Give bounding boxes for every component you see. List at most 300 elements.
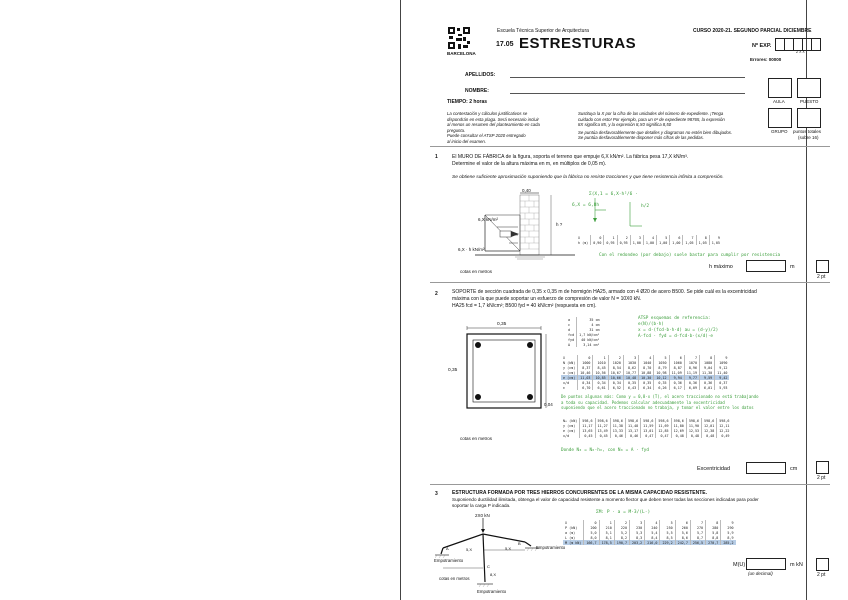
q2-main-table-cell: 9,42	[715, 375, 730, 380]
q1-points-box[interactable]	[816, 260, 829, 273]
q3-dim-2: 5,X	[505, 546, 512, 551]
q3-text-2: Suponiendo ductilidad ilimitada, obtenga el valor de capacidad resistente a momento flector que deben tener todas las secciones indicadas para poder	[452, 497, 759, 502]
q2-cotas: cotas en metros	[460, 436, 493, 441]
q3-dim-3: 8,X	[490, 572, 497, 577]
q2-small-table-cell: d	[568, 327, 571, 332]
q2-main-table-cell: 4	[639, 355, 654, 360]
course-name: ESTRESTURAS	[519, 35, 637, 52]
q2-main-table-cell: e (cm)	[561, 375, 578, 380]
q1-table-cell: 3	[630, 235, 643, 240]
q3-table-cell: 9	[721, 520, 736, 525]
q1-results-table	[576, 235, 722, 245]
q2-main-table-cell: 10,85	[593, 375, 608, 380]
q2-dim-cover: 0,04	[544, 402, 553, 407]
page-left-border	[400, 0, 401, 600]
q1-text-1: El MURO DE FÁBRICA de la figura, soporta el terreno que empuje 6,X kN/m². La fábrica pesa 17,X kN/m³.	[452, 154, 689, 160]
q2-main-table-row	[561, 385, 729, 390]
q2-second-table-cell: 598,6	[595, 418, 610, 423]
divider-1	[430, 146, 830, 147]
q2-main-table-cell: 10,66	[608, 375, 623, 380]
q2-second-table-cell: 11,80	[671, 423, 686, 428]
q3-table-cell: M (m kN)	[563, 540, 584, 545]
q2-second-table-cell: 598,6	[610, 418, 625, 423]
q2-second-table-cell: 598,6	[580, 418, 595, 423]
q1-table-cell: 4	[643, 235, 656, 240]
q3-results-table	[563, 520, 736, 545]
q3-table-cell: 8,3	[630, 535, 645, 540]
q3-table-cell: 5,2	[614, 530, 629, 535]
q1-table-cell: X	[578, 235, 581, 240]
q1-text-2: Determine el valor de la altura máxima en m, en múltiplos de 0,05 m).	[452, 161, 607, 167]
q2-second-table-cell: 13,01	[641, 428, 656, 433]
q2-main-table-cell: 11,19	[684, 370, 699, 375]
q2-main-table-cell: X	[563, 355, 566, 360]
q3-table-cell: 8,8	[706, 535, 721, 540]
q1-table-cell: h (m)	[578, 240, 589, 245]
q3-answer-label: M(U)	[733, 562, 746, 568]
q2-main-table-cell: y (cm)	[563, 365, 576, 370]
q2-second-table-cell: 0,49	[717, 433, 732, 438]
q3-support-3: Empotramiento	[477, 589, 507, 594]
q3-table-cell: 178,5	[599, 540, 614, 545]
q2-small-table-row	[566, 342, 602, 347]
q2-answer-field[interactable]	[746, 462, 786, 474]
q1-table-cell: 1,05	[709, 240, 722, 245]
q2-second-table-cell: 12,01	[702, 423, 717, 428]
q2-main-table-cell: 10,67	[608, 370, 623, 375]
q2-second-table	[561, 418, 731, 438]
puesto-box[interactable]	[797, 78, 821, 98]
q2-second-table-cell: N₀ (kN)	[563, 418, 578, 423]
apellidos-label: APELLIDOS:	[465, 72, 496, 78]
q1-answer-field[interactable]	[746, 260, 786, 272]
tiempo-label: TIEMPO: 2 horas	[447, 99, 488, 105]
q2-main-table-cell: 1090	[715, 360, 730, 365]
q2-main-table-cell: 8,70	[639, 365, 654, 370]
q1-table-cell: 1,00	[670, 240, 683, 245]
q2-second-table-cell: 11,59	[641, 423, 656, 428]
q3-table-cell: X	[565, 520, 568, 525]
q2-dim-height: 0,35	[448, 368, 458, 373]
q2-small-table-cell: 31 cm	[577, 327, 602, 332]
q2-main-table-cell: 10,48	[623, 375, 638, 380]
q1-note: Se obtiene suficiente aproximación suponiendo que la fábrica no resiste tracciones y que tiene resistencia infinita a compresión.	[452, 175, 724, 180]
q1-table-cell: 1,00	[657, 240, 670, 245]
q2-small-table-cell: 40 kN/cm²	[577, 337, 602, 342]
q2-main-table-cell: 6,43	[623, 385, 638, 390]
q3-table-cell: 6	[675, 520, 690, 525]
q1-table-cell: 0,95	[604, 240, 617, 245]
grupo-label: GRUPO	[771, 129, 788, 134]
q2-second-table-cell: 13,65	[580, 428, 595, 433]
q1-wall-diagram	[455, 185, 585, 265]
q2-small-table-cell: 4 cm	[577, 322, 602, 327]
q2-second-table-cell: 598,6	[717, 418, 732, 423]
nombre-label: NOMBRE:	[465, 88, 489, 94]
q2-second-table-cell: 11,38	[610, 423, 625, 428]
q3-table-cell: 5	[660, 520, 675, 525]
q2-second-table-row	[561, 418, 731, 423]
q2-small-table-cell: 1,7 kN/cm²	[577, 332, 602, 337]
q3-table-cell: 8,5	[660, 535, 675, 540]
qr-logo-icon	[448, 27, 470, 49]
q1-table-cell: 0,90	[591, 240, 604, 245]
puntos-label: puntos totales	[793, 129, 822, 134]
q3-table-cell: 0	[584, 520, 599, 525]
q3-table-cell: 5,3	[630, 530, 645, 535]
q3-table-cell: 8,2	[614, 535, 629, 540]
q2-second-table-cell: 12,53	[686, 428, 701, 433]
q3-table-cell: 285,2	[721, 540, 736, 545]
q3-support-1: Empotramiento	[434, 558, 464, 563]
q3-table-cell: 242,7	[675, 540, 690, 545]
q2-main-table-cell: 9,94	[669, 375, 684, 380]
q1-dim-top: 0,40	[522, 188, 531, 193]
puntos-box[interactable]	[797, 108, 821, 128]
q3-table-cell: 2	[614, 520, 629, 525]
q2-second-table-cell: 598,6	[671, 418, 686, 423]
q3-answer-field[interactable]	[746, 558, 786, 570]
q2-main-table-cell: 1000	[578, 360, 593, 365]
q2-main-table-cell: 8,62	[623, 365, 638, 370]
q3-points-box[interactable]	[816, 558, 829, 571]
q2-main-table-cell: 9,04	[700, 365, 715, 370]
q2-main-table-cell: 6,61	[593, 385, 608, 390]
q3-table-cell: 256,5	[690, 540, 705, 545]
q2-text-1: SOPORTE de sección cuadrada de 0,35 x 0,35 m de hormigón HA25, armado con 4 Ø20 de acero B500. Se pide cuál es la excentricidad	[452, 289, 757, 295]
q2-small-table-cell: 35 cm	[577, 317, 602, 322]
q1-table-cell: 7	[683, 235, 696, 240]
q1-table-cell: 6	[670, 235, 683, 240]
q1-green-foot: Con el redondeo (por debajo) suele bastar para cumplir por resistencia	[599, 253, 781, 258]
q1-green-sketch	[590, 196, 650, 228]
q2-second-table-cell: 11,17	[580, 423, 595, 428]
q3-table-cell: 270,7	[706, 540, 721, 545]
aula-label: AULA	[773, 99, 785, 104]
q2-second-table-cell: 0,45	[595, 433, 610, 438]
q2-main-table-cell: 11,30	[700, 370, 715, 375]
q2-small-table-cell: c	[568, 322, 571, 327]
q1-table-cell: 1,05	[696, 240, 709, 245]
course-code: 17.05	[496, 41, 514, 48]
q3-frame-diagram	[435, 510, 555, 600]
q2-main-table-cell: 0,36	[700, 380, 715, 385]
q1-table-cell: 1	[604, 235, 617, 240]
q1-table-cell: 1,00	[643, 240, 656, 245]
q2-main-table-cell: 6,52	[608, 385, 623, 390]
q3-answer-unit: m kN	[790, 562, 803, 568]
q3-table-cell: 8,9	[721, 535, 736, 540]
q2-main-table-cell: 3	[623, 355, 638, 360]
q2-second-table-cell: 0,46	[610, 433, 625, 438]
q3-text-3: soportar la carga P indicada.	[452, 503, 511, 508]
q3-table-cell: a (m)	[565, 530, 576, 535]
q2-small-table-cell: fyd	[568, 337, 575, 342]
q3-table-cell: 230	[630, 525, 645, 530]
q2-main-table-cell: x (cm)	[563, 370, 576, 375]
q2-main-table-cell: 1	[593, 355, 608, 360]
q3-label-c: C	[487, 564, 490, 569]
q3-table-cell: 216,0	[645, 540, 660, 545]
q3-number: 3	[435, 491, 438, 497]
q2-main-table-cell: 0,36	[684, 380, 699, 385]
q2-main-table-cell: 6,70	[578, 385, 593, 390]
q2-main-table-cell: 8,87	[669, 365, 684, 370]
q3-points: 2 pt	[817, 572, 826, 578]
q3-table-cell: 250	[660, 525, 675, 530]
q2-second-table-cell: 13,49	[595, 428, 610, 433]
q2-main-table-cell: 10,46	[578, 370, 593, 375]
q3-table-cell: P (kN)	[565, 525, 578, 530]
q2-second-table-cell: 11,48	[625, 423, 640, 428]
q2-main-table-cell: 6,34	[639, 385, 654, 390]
aula-box[interactable]	[768, 78, 792, 98]
q3-table-cell: 240	[645, 525, 660, 530]
q3-table-cell: 5,5	[660, 530, 675, 535]
q2-number: 2	[435, 291, 438, 297]
q2-main-table-cell: 0,36	[669, 380, 684, 385]
q2-main-table-cell: 7	[684, 355, 699, 360]
q3-table-cell: 270	[690, 525, 705, 530]
q3-table-cell: 1	[599, 520, 614, 525]
q2-main-table-row	[561, 375, 729, 380]
q3-table-cell: 5,1	[599, 530, 614, 535]
divider-2	[430, 282, 830, 283]
apellidos-line[interactable]	[510, 77, 745, 78]
q2-second-table-cell: 598,6	[625, 418, 640, 423]
q2-main-table-row	[561, 370, 729, 375]
q2-main-table-cell: 10,12	[654, 375, 669, 380]
q2-main-table-cell: 9	[715, 355, 730, 360]
q2-second-table-cell: 11,69	[656, 423, 671, 428]
q2-main-table-cell: 11,03	[578, 375, 593, 380]
q3-table-cell: 280	[706, 525, 721, 530]
q1-number: 1	[435, 154, 438, 160]
q2-main-table-cell: 0,37	[715, 380, 730, 385]
q2-main-table-cell: 9,59	[700, 375, 715, 380]
q1-answer-label: h máximo	[709, 264, 733, 270]
q2-second-table-cell: e (cm)	[563, 428, 576, 433]
q3-table-cell: 229,2	[660, 540, 675, 545]
q2-second-table-cell: 13,33	[610, 428, 625, 433]
q2-main-table-cell: 0,35	[654, 380, 669, 385]
q2-main-table-cell: N (kN)	[563, 360, 576, 365]
q2-dim-width: 0,35	[497, 322, 507, 327]
q1-table-cell: 5	[657, 235, 670, 240]
q3-table-cell: 8,0	[584, 535, 599, 540]
q3-support-2: Empotramiento	[536, 545, 566, 550]
q3-table-cell: 5,8	[706, 530, 721, 535]
q2-data-table	[566, 317, 602, 347]
q1-table-row	[576, 240, 722, 245]
q1-answer-unit: m	[790, 264, 795, 270]
q2-second-table-cell: 0,47	[656, 433, 671, 438]
q2-main-table-cell: 6,09	[684, 385, 699, 390]
q2-main-table-cell: 11,09	[669, 370, 684, 375]
q2-small-table-row	[566, 337, 602, 342]
q2-second-table-cell: 12,22	[717, 428, 732, 433]
q2-green-foot: Donde N₀ = N₀·h₀, con N₀ = A · fyd	[561, 448, 649, 453]
q2-small-table-row	[566, 332, 602, 337]
q2-second-table-cell: 11,27	[595, 423, 610, 428]
q2-main-table-cell: 8,54	[608, 365, 623, 370]
q3-dim-1: 5,X	[466, 547, 473, 552]
q3-table-cell: 220	[614, 525, 629, 530]
q2-main-table-cell: 10,56	[593, 370, 608, 375]
q2-main-table-cell: 1010	[593, 360, 608, 365]
q1-table-cell: 2	[617, 235, 630, 240]
exam-title: CURSO 2020-21. SEGUNDO PARCIAL DICIEMBRE	[693, 28, 812, 34]
q2-main-table-cell: 1060	[669, 360, 684, 365]
q2-text-2: máxima con la que puede soportar un esfuerzo de compresión de valor N = 10X0 kN.	[452, 296, 642, 302]
school-name: Escuela Técnica Superior de Arquitectura	[497, 28, 589, 34]
q3-table-cell: 290	[721, 525, 736, 530]
q2-main-table-cell: 6,17	[669, 385, 684, 390]
q2-second-table-cell: 0,47	[641, 433, 656, 438]
nexp-sub: Z X X	[796, 50, 805, 54]
q2-main-table-cell: 11,40	[715, 370, 730, 375]
q2-main-table-cell: 10,88	[639, 370, 654, 375]
instructions-right: Sustituya la X por la cifra de las unidades del número de expediente. ¡Tenga cuidado con esto! Por ejemplo, para un nº de expediente 98765, la expresión 8X significa 85, y la expresión 8,X0 significa 8,50 Se puntúa desfavorablemente que detalles y diagramas no estén bien dibujados. Se puntúa desfavorablemente disponer más cifras de las pedidas.	[578, 111, 733, 141]
q3-label-b: B	[518, 541, 521, 546]
q1-load-bottom: 6,X · h kN/m²	[458, 247, 485, 252]
q3-cotas: cotas en metros	[439, 576, 470, 581]
q2-main-table-cell: 0,35	[639, 380, 654, 385]
q3-table-cell: 5,0	[584, 530, 599, 535]
q2-points-box[interactable]	[816, 461, 829, 474]
q2-second-table-cell: 12,38	[702, 428, 717, 433]
q3-label-a: A	[446, 546, 449, 551]
nombre-line[interactable]	[510, 93, 745, 94]
q2-main-table-cell: 5,93	[715, 385, 730, 390]
q3-table-cell: 260	[675, 525, 690, 530]
q2-main-table-cell: 8,79	[654, 365, 669, 370]
q2-green-mid: De puntos algunas más: Como y = 0,8·x (T), el acero traccionado no está trabajando a toda su capacidad. Podemos calcular adecuadamente la excentricidad suponiendo que el acero traccionado no trabaja, y tomar el valor entre los datos	[561, 394, 759, 410]
q2-main-table-cell: 0,34	[578, 380, 593, 385]
q2-second-table-row	[561, 428, 731, 433]
q3-table-cell: 7	[690, 520, 705, 525]
q2-section-diagram	[455, 322, 550, 417]
q2-second-table-cell: 598,6	[702, 418, 717, 423]
q2-small-table-cell: A	[568, 342, 571, 347]
q3-load: 2X0 kN	[475, 513, 490, 518]
q2-second-table-cell: y (cm)	[563, 423, 576, 428]
q3-table-cell: 166,7	[584, 540, 599, 545]
q3-table-cell: 8,7	[690, 535, 705, 540]
q2-main-table-cell: 1050	[654, 360, 669, 365]
q2-main-table-cell: 8,96	[684, 365, 699, 370]
q2-second-table-row	[561, 423, 731, 428]
q2-small-table-cell: 3,14 cm²	[577, 342, 602, 347]
q3-table-row	[563, 540, 736, 545]
q2-main-table	[561, 355, 729, 390]
q1-table-cell: 1,05	[683, 240, 696, 245]
q2-answer-unit: cm	[790, 466, 798, 472]
q2-main-table-cell: 0,34	[608, 380, 623, 385]
q3-table-cell: 5,7	[690, 530, 705, 535]
q2-main-table-cell: 10,98	[654, 370, 669, 375]
q2-main-table-cell: 1040	[639, 360, 654, 365]
q3-text-1: ESTRUCTURA FORMADA POR TRES HIERROS CONCURRENTES DE LA MISMA CAPACIDAD RESISTENTE.	[452, 490, 708, 496]
q2-main-table-cell: 0,34	[593, 380, 608, 385]
grupo-box[interactable]	[768, 108, 792, 128]
q2-second-table-cell: 598,6	[686, 418, 701, 423]
q2-main-table-cell: 1070	[684, 360, 699, 365]
q2-second-table-cell: 12,69	[671, 428, 686, 433]
q2-main-table-cell: 1020	[608, 360, 623, 365]
q1-table-cell: 8	[696, 235, 709, 240]
q2-second-table-cell: 0,48	[686, 433, 701, 438]
q2-main-table-cell: 9,12	[715, 365, 730, 370]
q2-main-table-cell: ε	[563, 385, 566, 390]
q3-table-cell: 4	[645, 520, 660, 525]
q3-table-cell: 203,2	[630, 540, 645, 545]
q2-main-table-cell: 8,45	[593, 365, 608, 370]
errors-label: Errores: 00000	[750, 57, 782, 62]
q2-text-3: HA25 fcd = 1,7 kN/cm²; B500 fyd = 40 kN/cm² (respuesta en cm).	[452, 303, 597, 309]
q2-second-table-cell: 0,45	[580, 433, 595, 438]
q3-table-cell: L (m)	[565, 535, 576, 540]
q2-second-table-row	[561, 433, 731, 438]
q3-table-cell: 8,6	[675, 535, 690, 540]
q2-main-table-row	[561, 380, 729, 385]
q2-main-table-row	[561, 360, 729, 365]
q2-answer-label: Excentricidad	[697, 466, 731, 472]
q2-main-table-cell: 8,37	[578, 365, 593, 370]
q2-second-table-cell: 11,90	[686, 423, 701, 428]
q1-table-cell: 0	[591, 235, 604, 240]
q2-small-table-cell: fcd	[568, 332, 575, 337]
q3-table-cell: 5,9	[721, 530, 736, 535]
q1-table-cell: 9	[709, 235, 722, 240]
q1-load-top: 6,X kN/m²	[478, 217, 499, 222]
q3-answer-sub: (un decimal)	[748, 571, 773, 576]
q2-main-table-cell: 10,30	[639, 375, 654, 380]
q3-table-cell: 3	[630, 520, 645, 525]
q2-main-table-cell: 6	[669, 355, 684, 360]
q2-second-table-cell: 0,48	[671, 433, 686, 438]
q2-second-table-cell: 598,6	[656, 418, 671, 423]
nexp-label: Nº EXP.	[752, 43, 772, 49]
q2-main-table-cell: 10,77	[623, 370, 638, 375]
puesto-label: PUESTO	[800, 99, 819, 104]
q2-main-table-row	[561, 365, 729, 370]
puntos-sub: (sobre 16)	[798, 135, 819, 140]
q2-main-table-cell: 8	[700, 355, 715, 360]
q3-table-cell: 210	[599, 525, 614, 530]
q3-table-cell: 8,1	[599, 535, 614, 540]
q2-main-table-cell: 2	[608, 355, 623, 360]
q2-main-table-cell: 1080	[700, 360, 715, 365]
q2-main-table-cell: 0,35	[623, 380, 638, 385]
q1-green-eq1: Σ(X,1 = 6,X·h²/6 ·	[589, 192, 638, 197]
q2-second-table-cell: 12,85	[656, 428, 671, 433]
q2-main-table-cell: 6,01	[700, 385, 715, 390]
q2-second-table-cell: 13,17	[625, 428, 640, 433]
q2-second-table-cell: 0,46	[625, 433, 640, 438]
q2-main-table-cell: 5	[654, 355, 669, 360]
q1-table-cell: 0,95	[617, 240, 630, 245]
q2-green-block: ATSP esquemas de referencia: e(N)/(b·h) x = d·(fcd·b·h·d) au = (d-y)/2) A·fcd · fyd = d·fcd·b·(x/d)·e	[638, 316, 719, 339]
q3-table-cell: 200	[584, 525, 599, 530]
q1-points: 2 pt	[817, 274, 826, 280]
q3-table-cell: 5,6	[675, 530, 690, 535]
university-label: BARCELONA	[447, 51, 476, 56]
q2-main-table-cell: 9,77	[684, 375, 699, 380]
q1-h-label: h ?	[556, 222, 563, 227]
q3-table-cell: 8	[706, 520, 721, 525]
q3-table-cell: 190,7	[614, 540, 629, 545]
